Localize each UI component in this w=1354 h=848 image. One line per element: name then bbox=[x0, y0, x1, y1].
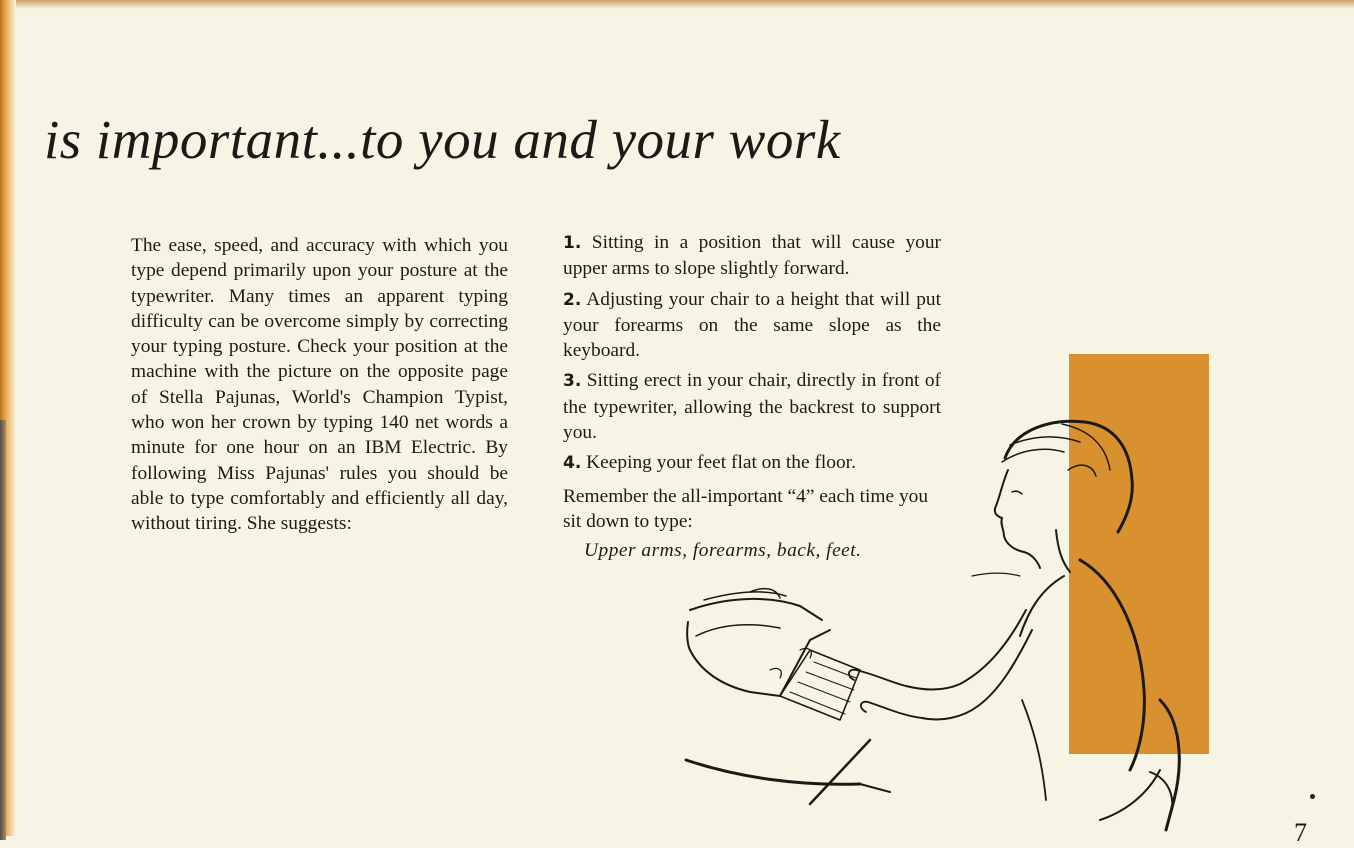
rule-text: Sitting erect in your chair, directly in front of the typewriter, allowing the backrest to support you. bbox=[563, 370, 941, 444]
page-number: 7 bbox=[1294, 818, 1307, 847]
chair-back bbox=[1160, 700, 1179, 830]
typist-illustration bbox=[660, 400, 1220, 836]
reminder-text: Remember the all-important “4” each time you sit down to type: bbox=[563, 485, 929, 532]
typist-hair bbox=[1005, 421, 1132, 532]
typist-face bbox=[995, 470, 1040, 568]
typist-back bbox=[1080, 560, 1144, 770]
typewriter-carriage bbox=[690, 599, 822, 620]
rule-item-1 bbox=[563, 230, 941, 282]
desk-edge bbox=[686, 760, 860, 784]
rule-text: Sitting in a position that will cause your upper arms to slope slightly forward. bbox=[563, 232, 941, 280]
typewriter-keyboard bbox=[780, 650, 860, 720]
typist-arm bbox=[906, 610, 1026, 690]
page-headline: is important...to you and your work bbox=[44, 109, 841, 170]
mnemonic-text: Upper arms, forearms, back, feet. bbox=[584, 540, 862, 562]
page-mark bbox=[1310, 794, 1315, 799]
rule-number: 3. bbox=[563, 371, 582, 392]
page-top-edge bbox=[0, 0, 1354, 9]
rule-number: 4. bbox=[563, 453, 582, 474]
intro-paragraph: The ease, speed, and accuracy with which you type depend primarily upon your posture at the typewriter. Many times an apparent typing difficulty can be overcome simply by correcting your typing posture. Check your position at the machine with the picture on the opposite page of Stella Pajunas, World's Champion Typist, who won her crown by typing 140 net words a minute for one hour on an IBM Electric. By following Miss Pajunas' rules you should be able to type comfortably and efficiently all day, without tiring. She suggests: bbox=[131, 235, 508, 535]
rule-number: 1. bbox=[563, 233, 582, 253]
page-binding-shadow bbox=[0, 420, 6, 840]
intro-column bbox=[131, 233, 508, 537]
rule-item-2 bbox=[563, 287, 941, 364]
rule-text: Adjusting your chair to a height that will put your forearms on the same slope as the keyboard. bbox=[563, 288, 942, 362]
rule-number: 2. bbox=[563, 289, 582, 310]
rule-text: Keeping your feet flat on the floor. bbox=[586, 452, 856, 474]
